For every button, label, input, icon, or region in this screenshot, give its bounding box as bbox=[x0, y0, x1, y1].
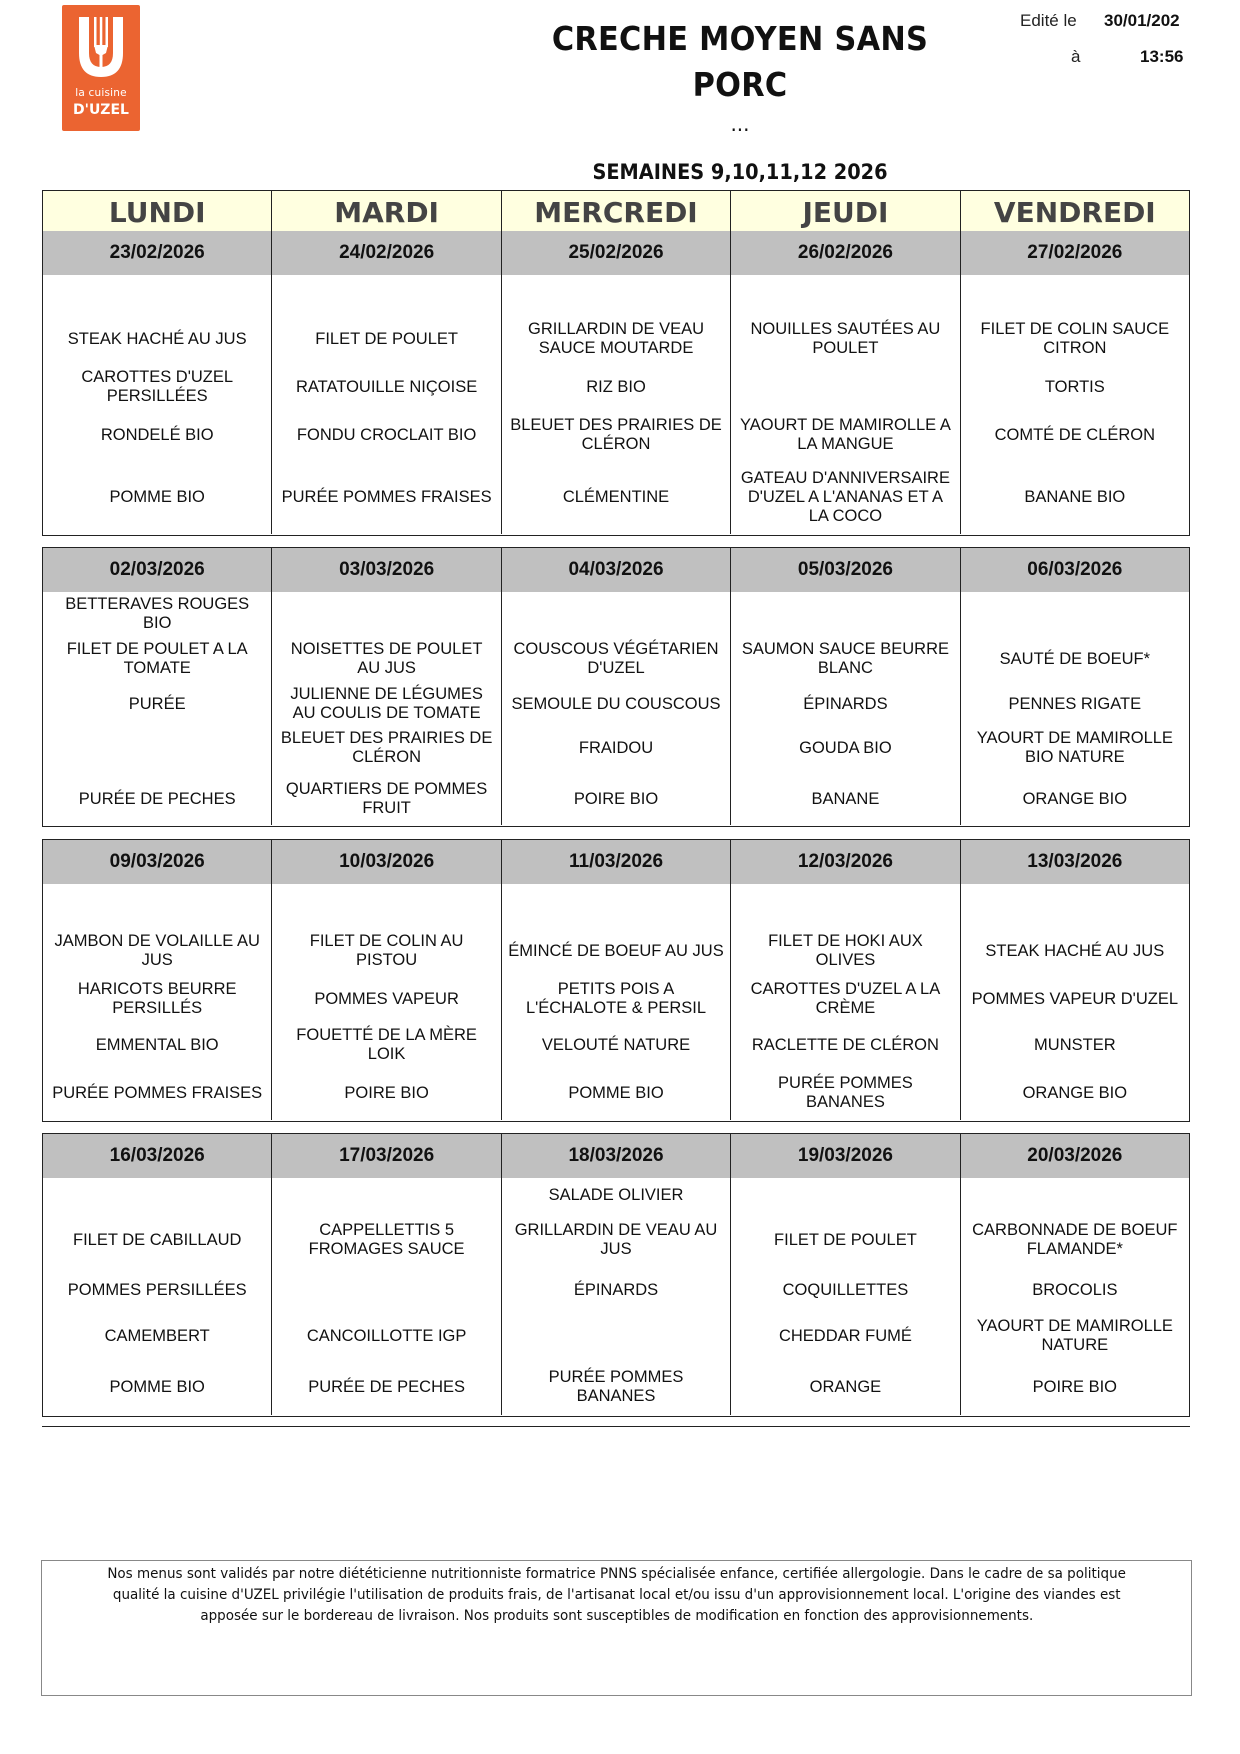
fork-u-icon bbox=[76, 15, 126, 85]
menu-item bbox=[731, 884, 959, 928]
menu-item: PURÉE POMMES BANANES bbox=[548, 1368, 684, 1405]
menu-item: YAOURT DE MAMIROLLE BIO NATURE bbox=[976, 729, 1173, 766]
date-cell: 23/02/2026 bbox=[109, 242, 205, 263]
weeks-label: SEMAINES 9,10,11,12 2026 bbox=[592, 160, 888, 184]
menu-body bbox=[43, 1178, 1189, 1415]
menu-item bbox=[961, 275, 1189, 315]
logo-line2: D'UZEL bbox=[73, 102, 129, 118]
menu-item: GOUDA BIO bbox=[799, 738, 892, 757]
menu-item: PETITS POIS A L'ÉCHALOTE & PERSIL bbox=[525, 980, 707, 1017]
menu-item bbox=[272, 592, 500, 636]
menu-item: CAPPELLETTIS 5 FROMAGES SAUCE bbox=[308, 1221, 465, 1258]
menu-item: CAROTTES D'UZEL PERSILLÉES bbox=[81, 368, 234, 405]
page-title bbox=[538, 16, 943, 108]
menu-item: SEMOULE DU COUSCOUS bbox=[511, 694, 721, 713]
date-cell: 25/02/2026 bbox=[501, 231, 730, 275]
menu-item: NOISETTES DE POULET AU JUS bbox=[290, 640, 483, 677]
footer-line1: Nos menus sont validés par notre diététicienne nutritionniste formatrice PNNS spécialisée enfance, certifiée allergologie. Dans le cadre de sa politique bbox=[107, 1566, 1126, 1582]
day-menu-column bbox=[43, 592, 271, 825]
day-names-row bbox=[43, 191, 1189, 231]
menu-item: RONDELÉ BIO bbox=[100, 425, 214, 444]
date-cell: 16/03/2026 bbox=[109, 1145, 205, 1166]
menu-item: FILET DE COLIN AU PISTOU bbox=[309, 932, 464, 969]
day-name-jeudi: JEUDI bbox=[730, 191, 959, 231]
menu-item: CAMEMBERT bbox=[104, 1326, 210, 1345]
edited-at-label: à bbox=[1071, 47, 1081, 66]
menu-item: FILET DE COLIN SAUCE CITRON bbox=[980, 320, 1170, 357]
menu-item: SALADE OLIVIER bbox=[548, 1185, 684, 1204]
menu-item: CARBONNADE DE BOEUF FLAMANDE* bbox=[972, 1221, 1178, 1258]
week-table-2 bbox=[42, 547, 1190, 827]
day-menu-column bbox=[960, 1178, 1189, 1415]
menu-item: PURÉE POMMES FRAISES bbox=[52, 1083, 263, 1102]
menu-item bbox=[272, 1178, 500, 1212]
menu-item: BLEUET DES PRAIRIES DE CLÉRON bbox=[510, 416, 722, 453]
week-table-1 bbox=[42, 190, 1190, 536]
menu-item: ÉPINARDS bbox=[573, 1280, 659, 1299]
cuisine-duzel-logo bbox=[62, 5, 140, 131]
menu-item: SAUTÉ DE BOEUF* bbox=[999, 649, 1151, 668]
menu-item bbox=[272, 1268, 500, 1312]
menu-item bbox=[961, 592, 1189, 636]
menu-item: SAUMON SAUCE BEURRE BLANC bbox=[741, 640, 950, 677]
menu-item: POIRE BIO bbox=[1032, 1377, 1117, 1396]
day-menu-column bbox=[271, 275, 500, 534]
menu-item: FOUETTÉ DE LA MÈRE LOIK bbox=[296, 1026, 477, 1063]
menu-item: VELOUTÉ NATURE bbox=[541, 1035, 691, 1054]
menu-item: GATEAU D'ANNIVERSAIRE D'UZEL A L'ANANAS ET A LA COCO bbox=[740, 468, 950, 525]
day-menu-column bbox=[960, 592, 1189, 825]
menu-item: BANANE bbox=[811, 789, 880, 808]
menu-item: YAOURT DE MAMIROLLE A LA MANGUE bbox=[739, 416, 951, 453]
dates-row bbox=[43, 840, 1189, 884]
week-table-4 bbox=[42, 1133, 1190, 1417]
menu-item bbox=[43, 884, 271, 928]
menu-item bbox=[961, 1178, 1189, 1212]
menu-item: PURÉE POMMES FRAISES bbox=[281, 487, 492, 506]
menu-item: CHEDDAR FUMÉ bbox=[778, 1326, 912, 1345]
menu-item: EMMENTAL BIO bbox=[95, 1035, 219, 1054]
menu-item: POMME BIO bbox=[109, 1377, 205, 1396]
menu-item: FILET DE POULET bbox=[774, 1230, 917, 1249]
dates-row bbox=[43, 231, 1189, 275]
menu-item: COUSCOUS VÉGÉTARIEN D'UZEL bbox=[513, 640, 719, 677]
date-cell: 09/03/2026 bbox=[109, 851, 205, 872]
date-cell: 06/03/2026 bbox=[960, 548, 1189, 592]
date-cell: 13/03/2026 bbox=[960, 840, 1189, 884]
menu-item: STEAK HACHÉ AU JUS bbox=[67, 329, 247, 348]
menu-item bbox=[731, 275, 959, 315]
menu-item: GRILLARDIN DE VEAU AU JUS bbox=[514, 1221, 718, 1258]
menu-item: PURÉE DE PECHES bbox=[308, 1377, 465, 1396]
menu-item: FILET DE CABILLAUD bbox=[72, 1230, 242, 1249]
menu-item: FRAIDOU bbox=[578, 738, 654, 757]
menu-item: FILET DE POULET A LA TOMATE bbox=[66, 640, 248, 677]
day-menu-column bbox=[501, 884, 730, 1120]
date-cell: 18/03/2026 bbox=[501, 1134, 730, 1178]
day-name-mardi: MARDI bbox=[271, 191, 500, 231]
date-cell: 03/03/2026 bbox=[271, 548, 500, 592]
date-cell: 02/03/2026 bbox=[109, 559, 205, 580]
menu-item: NOUILLES SAUTÉES AU POULET bbox=[750, 320, 941, 357]
menu-item: CLÉMENTINE bbox=[562, 487, 670, 506]
menu-item: RACLETTE DE CLÉRON bbox=[751, 1035, 939, 1054]
menu-item: RATATOUILLE NIÇOISE bbox=[295, 377, 478, 396]
menu-item: COQUILLETTES bbox=[782, 1280, 909, 1299]
menu-item: BANANE BIO bbox=[1024, 487, 1126, 506]
menu-item: CAROTTES D'UZEL A LA CRÈME bbox=[750, 980, 941, 1017]
menu-item bbox=[43, 726, 271, 770]
menu-item: PURÉE POMMES BANANES bbox=[778, 1074, 913, 1111]
day-name-lundi: LUNDI bbox=[108, 196, 206, 229]
date-cell: 05/03/2026 bbox=[730, 548, 959, 592]
date-cell: 17/03/2026 bbox=[271, 1134, 500, 1178]
menu-item: FILET DE POULET bbox=[315, 329, 458, 348]
day-menu-column bbox=[501, 1178, 730, 1415]
menu-item: BETTERAVES ROUGES BIO bbox=[65, 595, 250, 632]
divider-line bbox=[42, 1426, 1190, 1427]
date-cell: 12/03/2026 bbox=[730, 840, 959, 884]
date-cell: 27/02/2026 bbox=[960, 231, 1189, 275]
menu-item: PURÉE DE PECHES bbox=[78, 789, 236, 808]
date-cell: 19/03/2026 bbox=[730, 1134, 959, 1178]
menu-item: STEAK HACHÉ AU JUS bbox=[985, 941, 1165, 960]
footer-line3: apposée sur le bordereau de livraison. Nos produits sont susceptibles de modification en fonction des approvisionnements. bbox=[200, 1608, 1033, 1624]
menu-item: POMME BIO bbox=[109, 487, 205, 506]
menu-item bbox=[961, 884, 1189, 928]
menu-item bbox=[43, 1178, 271, 1212]
day-menu-column bbox=[271, 884, 500, 1120]
menu-item bbox=[731, 592, 959, 636]
menu-item: MUNSTER bbox=[1034, 1035, 1116, 1054]
day-menu-column bbox=[43, 884, 271, 1120]
menu-item: ORANGE BIO bbox=[1022, 1083, 1128, 1102]
title-line2: PORC bbox=[692, 65, 788, 104]
date-cell: 10/03/2026 bbox=[271, 840, 500, 884]
menu-item: YAOURT DE MAMIROLLE NATURE bbox=[976, 1317, 1173, 1354]
edited-date: 30/01/202 bbox=[1104, 11, 1180, 30]
menu-item: JAMBON DE VOLAILLE AU JUS bbox=[54, 932, 260, 969]
subtitle-ellipsis: ... bbox=[730, 112, 750, 136]
menu-item bbox=[502, 884, 730, 928]
menu-item: COMTÉ DE CLÉRON bbox=[994, 425, 1156, 444]
menu-item: TORTIS bbox=[1044, 377, 1105, 396]
menu-body bbox=[43, 275, 1189, 534]
menu-item bbox=[502, 275, 730, 315]
day-menu-column bbox=[501, 592, 730, 825]
menu-item bbox=[272, 884, 500, 928]
menu-item: POMMES VAPEUR bbox=[314, 989, 459, 1008]
week-table-3 bbox=[42, 839, 1190, 1122]
day-menu-column bbox=[960, 275, 1189, 534]
day-menu-column bbox=[730, 1178, 959, 1415]
day-name-mercredi: MERCREDI bbox=[501, 191, 730, 231]
day-menu-column bbox=[960, 884, 1189, 1120]
edited-time: 13:56 bbox=[1140, 47, 1184, 66]
menu-body bbox=[43, 592, 1189, 825]
day-name-vendredi: VENDREDI bbox=[960, 191, 1189, 231]
date-cell: 11/03/2026 bbox=[501, 840, 730, 884]
menu-item: ÉMINCÉ DE BOEUF AU JUS bbox=[508, 941, 724, 960]
date-cell: 26/02/2026 bbox=[730, 231, 959, 275]
day-menu-column bbox=[271, 1178, 500, 1415]
menu-item: CANCOILLOTTE IGP bbox=[306, 1326, 467, 1345]
menu-item bbox=[731, 1178, 959, 1212]
menu-item: POMME BIO bbox=[568, 1083, 664, 1102]
menu-body bbox=[43, 884, 1189, 1120]
menu-item: BLEUET DES PRAIRIES DE CLÉRON bbox=[280, 729, 493, 766]
title-line1: CRECHE MOYEN SANS bbox=[551, 19, 929, 58]
menu-item: GRILLARDIN DE VEAU SAUCE MOUTARDE bbox=[527, 320, 705, 357]
footer-line2: qualité la cuisine d'UZEL privilégie l'utilisation de produits frais, de l'artisanat local et/ou issu d'un approvisionnement local. L'origine des viandes est bbox=[112, 1587, 1121, 1603]
menu-item: FILET DE HOKI AUX OLIVES bbox=[768, 932, 923, 969]
dates-row bbox=[43, 1134, 1189, 1178]
edited-label: Edité le bbox=[1020, 11, 1077, 30]
menu-item: HARICOTS BEURRE PERSILLÉS bbox=[77, 980, 237, 1017]
menu-item bbox=[731, 363, 959, 411]
menu-item: QUARTIERS DE POMMES FRUIT bbox=[285, 780, 488, 817]
menu-item bbox=[272, 275, 500, 315]
date-cell: 24/02/2026 bbox=[271, 231, 500, 275]
menu-item: PURÉE bbox=[128, 694, 186, 713]
day-menu-column bbox=[271, 592, 500, 825]
dates-row bbox=[43, 548, 1189, 592]
menu-item: RIZ BIO bbox=[586, 377, 646, 396]
menu-item: POIRE BIO bbox=[344, 1083, 429, 1102]
day-menu-column bbox=[43, 275, 271, 534]
date-cell: 04/03/2026 bbox=[501, 548, 730, 592]
menu-item: POIRE BIO bbox=[573, 789, 659, 808]
menu-item: ORANGE BIO bbox=[1022, 789, 1128, 808]
menu-item bbox=[43, 275, 271, 315]
menu-item: JULIENNE DE LÉGUMES AU COULIS DE TOMATE bbox=[290, 685, 483, 722]
day-menu-column bbox=[501, 275, 730, 534]
menu-item: PENNES RIGATE bbox=[1008, 694, 1142, 713]
footer-disclaimer bbox=[41, 1560, 1192, 1696]
menu-item: FONDU CROCLAIT BIO bbox=[296, 425, 477, 444]
date-cell: 20/03/2026 bbox=[960, 1134, 1189, 1178]
day-menu-column bbox=[730, 592, 959, 825]
menu-item bbox=[502, 592, 730, 636]
day-menu-column bbox=[730, 275, 959, 534]
menu-item: POMMES PERSILLÉES bbox=[67, 1280, 247, 1299]
menu-item bbox=[502, 1312, 730, 1360]
menu-item: ORANGE bbox=[809, 1377, 882, 1396]
menu-item: BROCOLIS bbox=[1032, 1280, 1118, 1299]
day-menu-column bbox=[43, 1178, 271, 1415]
menu-item: ÉPINARDS bbox=[803, 694, 888, 713]
logo-line1: la cuisine bbox=[75, 87, 127, 99]
menu-item: POMMES VAPEUR D'UZEL bbox=[971, 989, 1179, 1008]
day-menu-column bbox=[730, 884, 959, 1120]
